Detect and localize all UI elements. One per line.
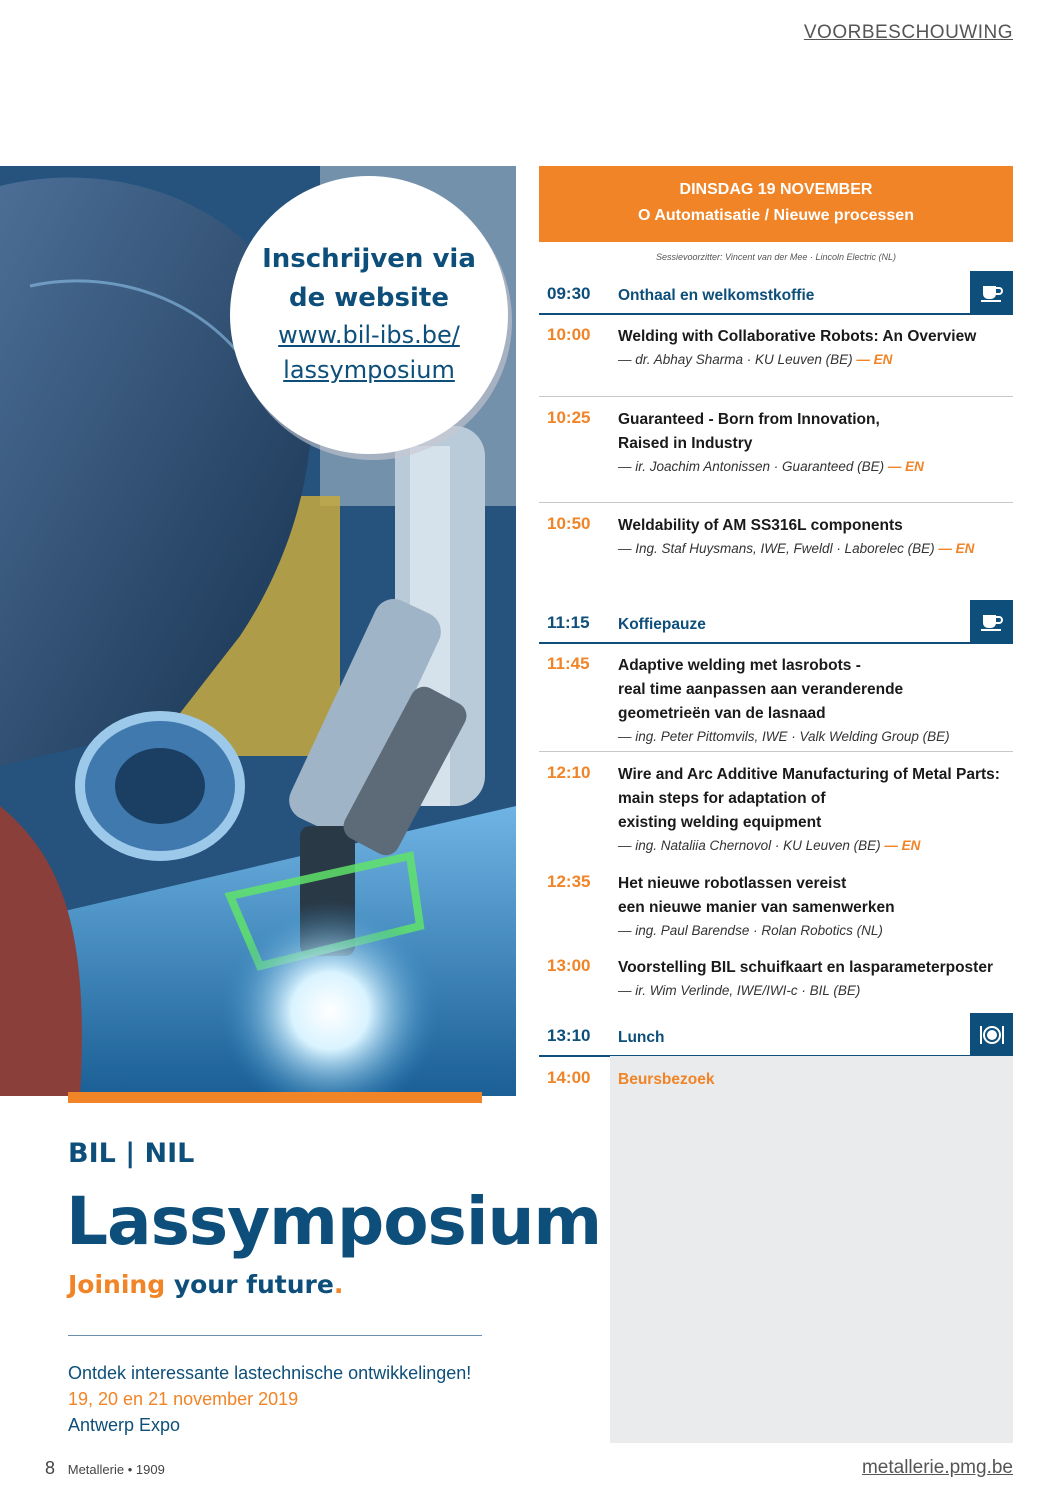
callout-title-line2: de website [288, 283, 449, 313]
row-title-line2: Raised in Industry [618, 435, 753, 452]
divider [68, 1335, 482, 1336]
tagline-dot: . [333, 1270, 344, 1299]
row-time: 11:15 [547, 613, 590, 632]
row-title-line2: real time aanpassen aan veranderende [618, 681, 904, 698]
row-title: Onthaal en welkomstkoffie [618, 287, 815, 304]
speaker-name: — Ing. Staf Huysmans, IWE, Fweldl · Laborelec (BE) [618, 541, 935, 556]
accent-bar [68, 1092, 482, 1103]
magazine-issue: Metallerie • 1909 [67, 1462, 165, 1477]
row-speaker [618, 920, 1010, 942]
speaker-name: — ing. Peter Pittomvils, IWE · Valk Welding Group (BE) [618, 729, 950, 744]
language-tag: — EN [884, 459, 924, 474]
row-speaker [618, 538, 1010, 560]
event-title: Lassymposium [66, 1183, 602, 1260]
footer-left [45, 1458, 165, 1479]
row-title: Adaptive welding met lasrobots - [618, 657, 861, 674]
row-speaker [618, 980, 1010, 1002]
visit-panel [610, 1056, 1013, 1443]
tagline-joining: Joining [68, 1270, 166, 1299]
programme-day: DINSDAG 19 NOVEMBER [679, 181, 873, 198]
speaker-name: — ing. Paul Barendse · Rolan Robotics (NL) [618, 923, 883, 938]
row-title: Welding with Collaborative Robots: An Overview [618, 328, 977, 345]
website-link-part1[interactable]: www.bil-ibs.be/ [278, 321, 460, 349]
programme-header [539, 166, 1013, 242]
row-time: 12:10 [547, 763, 591, 782]
info-venue: Antwerp Expo [68, 1415, 181, 1435]
row-time: 11:45 [547, 654, 590, 673]
row-title: Guaranteed - Born from Innovation, [618, 411, 880, 428]
coffee-cup-icon [970, 600, 1013, 643]
row-separator [539, 502, 1013, 503]
row-time: 14:00 [547, 1068, 591, 1087]
registration-callout [230, 176, 508, 454]
brand-label: BIL | NIL [68, 1138, 195, 1169]
page-number: 8 [45, 1458, 56, 1478]
row-title-line3: geometrieën van de lasnaad [618, 705, 826, 722]
row-time: 13:00 [547, 956, 591, 975]
row-title: Wire and Arc Additive Manufacturing of Metal Parts: [618, 766, 1000, 783]
row-title: Beursbezoek [618, 1071, 715, 1088]
row-title-line2: een nieuwe manier van samenwerken [618, 899, 895, 916]
section-tag: VOORBESCHOUWING [803, 22, 1013, 43]
row-title: Weldability of AM SS316L components [618, 517, 903, 534]
event-tagline [68, 1270, 343, 1299]
event-info [68, 1360, 471, 1438]
row-separator [539, 396, 1013, 397]
row-separator [539, 313, 1013, 315]
row-time: 13:10 [547, 1026, 591, 1045]
row-speaker [618, 349, 1010, 371]
row-time: 10:25 [547, 408, 591, 427]
coffee-cup-icon [970, 271, 1013, 314]
info-dates: 19, 20 en 21 november 2019 [68, 1389, 299, 1409]
speaker-name: — ir. Joachim Antonissen · Guaranteed (BE) [618, 459, 885, 474]
row-time: 10:50 [547, 514, 591, 533]
row-time: 12:35 [547, 872, 591, 891]
website-link-part2[interactable]: lassymposium [283, 356, 455, 384]
row-title: Lunch [618, 1029, 665, 1046]
footer-website-link[interactable]: metallerie.pmg.be [861, 1457, 1013, 1478]
row-separator [539, 642, 1013, 644]
row-title-line2: main steps for adaptation of [618, 790, 826, 807]
plate-icon [970, 1013, 1013, 1056]
row-time: 10:00 [547, 325, 591, 344]
session-chair: Sessievoorzitter: Vincent van der Mee · Lincoln Electric (NL) [656, 252, 896, 262]
speaker-name: — ir. Wim Verlinde, IWE/IWI-c · BIL (BE) [618, 983, 861, 998]
language-tag: — EN [934, 541, 975, 556]
tagline-your-future: your future [165, 1270, 334, 1299]
row-title-line3: existing welding equipment [618, 814, 822, 831]
speaker-name: — ing. Nataliia Chernovol · KU Leuven (BE) [618, 838, 881, 853]
row-speaker [618, 726, 1010, 748]
row-title: Koffiepauze [618, 616, 706, 633]
info-description: Ontdek interessante lastechnische ontwikkelingen! [68, 1363, 472, 1383]
row-speaker [618, 835, 1010, 857]
row-separator [539, 751, 1013, 752]
programme-session: O Automatisatie / Nieuwe processen [638, 207, 914, 224]
row-speaker [618, 456, 1010, 478]
row-title: Het nieuwe robotlassen vereist [618, 875, 847, 892]
row-time: 09:30 [547, 284, 591, 303]
language-tag: — EN [880, 838, 921, 853]
row-title: Voorstelling BIL schuifkaart en lasparameterposter [618, 959, 993, 976]
speaker-name: — dr. Abhay Sharma · KU Leuven (BE) [618, 352, 853, 367]
language-tag: — EN [852, 352, 893, 367]
callout-title-line1: Inschrijven via [262, 244, 476, 274]
